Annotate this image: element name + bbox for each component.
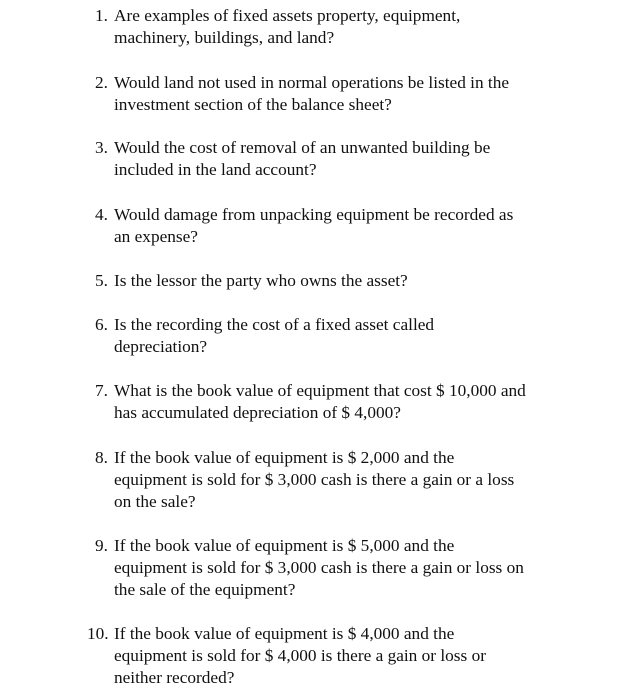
- question-number: 7.: [95, 381, 108, 400]
- question-number: 5.: [95, 271, 108, 290]
- question-number: 2.: [95, 73, 108, 92]
- question-number: 4.: [95, 205, 108, 224]
- question-text: Are examples of fixed assets property, equipment, machinery, buildings, and land?: [114, 6, 461, 47]
- question-number: 1.: [95, 6, 108, 25]
- question-text: If the book value of equipment is $ 5,000 and the equipment is sold for $ 3,000 cash is there a gain or loss on the sale of the equipment?: [114, 536, 524, 599]
- question-number: 8.: [95, 448, 108, 467]
- question-text: What is the book value of equipment that cost $ 10,000 and has accumulated depreciation of $ 4,000?: [114, 381, 526, 422]
- question-number: 9.: [95, 536, 108, 555]
- question-text: If the book value of equipment is $ 4,000 and the equipment is sold for $ 4,000 is there a gain or loss or neither recorded?: [114, 624, 486, 687]
- question-text: Would damage from unpacking equipment be recorded as an expense?: [114, 205, 514, 246]
- question-text: Would the cost of removal of an unwanted building be included in the land account?: [114, 138, 491, 179]
- question-text: If the book value of equipment is $ 2,000 and the equipment is sold for $ 3,000 cash is there a gain or a loss on the sale?: [114, 448, 515, 511]
- question-text: Is the recording the cost of a fixed asset called depreciation?: [114, 315, 435, 356]
- question-number: 3.: [95, 138, 108, 157]
- question-number: 10.: [87, 624, 109, 643]
- question-number: 6.: [95, 315, 108, 334]
- question-text: Is the lessor the party who owns the asset?: [114, 271, 408, 290]
- question-text: Would land not used in normal operations be listed in the investment section of the balance sheet?: [114, 73, 510, 114]
